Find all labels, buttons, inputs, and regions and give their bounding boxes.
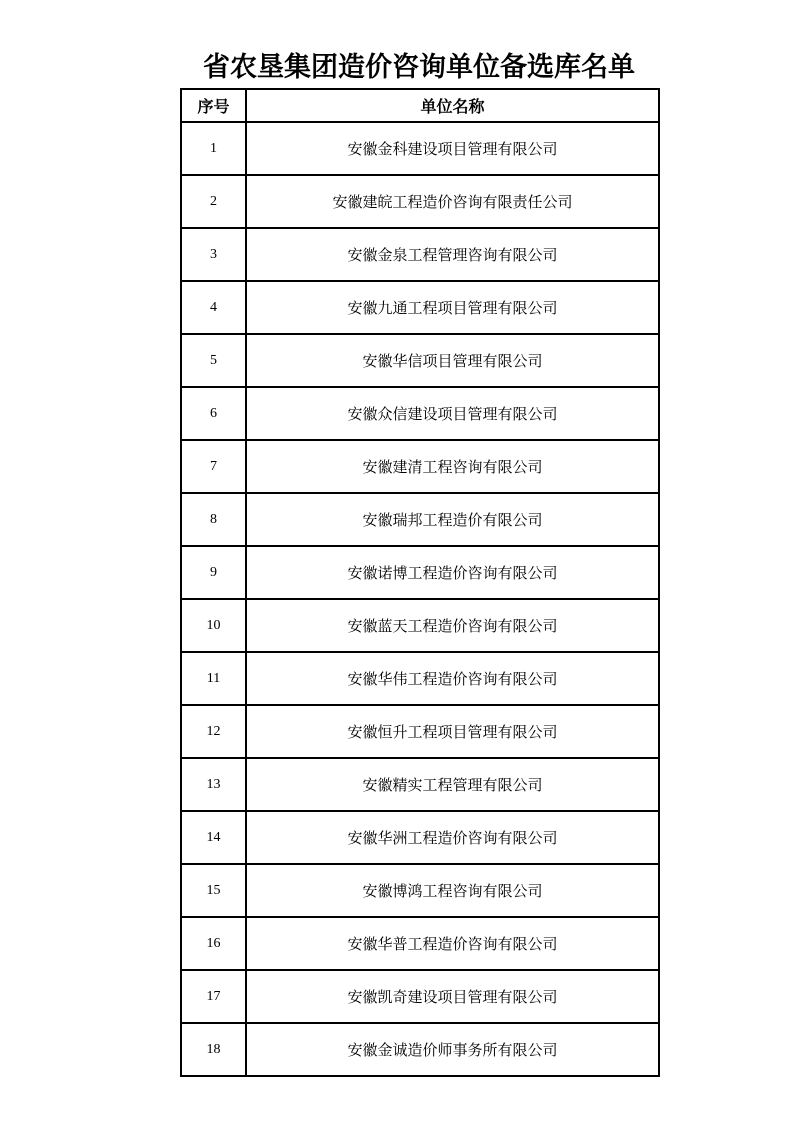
row-number-cell: 10 [181, 599, 246, 652]
table-header-row [181, 89, 659, 122]
table-row [181, 546, 659, 599]
unit-name-cell: 安徽金科建设项目管理有限公司 [246, 122, 659, 175]
table-row [181, 970, 659, 1023]
unit-name-cell: 安徽诺博工程造价咨询有限公司 [246, 546, 659, 599]
unit-name-cell: 安徽华伟工程造价咨询有限公司 [246, 652, 659, 705]
table-row [181, 228, 659, 281]
header-cell-no: 序号 [181, 89, 246, 122]
unit-name-cell: 安徽华洲工程造价咨询有限公司 [246, 811, 659, 864]
unit-name-cell: 安徽凯奇建设项目管理有限公司 [246, 970, 659, 1023]
row-number-cell: 1 [181, 122, 246, 175]
row-number-cell: 9 [181, 546, 246, 599]
table-row [181, 917, 659, 970]
unit-name-cell: 安徽建皖工程造价咨询有限责任公司 [246, 175, 659, 228]
table-row [181, 387, 659, 440]
units-table [180, 88, 660, 1077]
row-number-cell: 3 [181, 228, 246, 281]
row-number-cell: 4 [181, 281, 246, 334]
table-row [181, 652, 659, 705]
unit-name-cell: 安徽精实工程管理有限公司 [246, 758, 659, 811]
row-number-cell: 13 [181, 758, 246, 811]
table-row [181, 175, 659, 228]
table-row [181, 334, 659, 387]
unit-name-cell: 安徽瑞邦工程造价有限公司 [246, 493, 659, 546]
table-row [181, 281, 659, 334]
unit-name-cell: 安徽九通工程项目管理有限公司 [246, 281, 659, 334]
table-row [181, 122, 659, 175]
table-row [181, 1023, 659, 1076]
unit-name-cell: 安徽金诚造价师事务所有限公司 [246, 1023, 659, 1076]
table-row [181, 493, 659, 546]
row-number-cell: 14 [181, 811, 246, 864]
row-number-cell: 7 [181, 440, 246, 493]
table-row [181, 705, 659, 758]
row-number-cell: 5 [181, 334, 246, 387]
table-row [181, 864, 659, 917]
table-row [181, 599, 659, 652]
unit-name-cell: 安徽众信建设项目管理有限公司 [246, 387, 659, 440]
unit-name-cell: 安徽博鸿工程咨询有限公司 [246, 864, 659, 917]
header-cell-name: 单位名称 [246, 89, 659, 122]
row-number-cell: 11 [181, 652, 246, 705]
row-number-cell: 12 [181, 705, 246, 758]
row-number-cell: 8 [181, 493, 246, 546]
table-row [181, 758, 659, 811]
unit-name-cell: 安徽恒升工程项目管理有限公司 [246, 705, 659, 758]
row-number-cell: 16 [181, 917, 246, 970]
unit-name-cell: 安徽华信项目管理有限公司 [246, 334, 659, 387]
unit-name-cell: 安徽蓝天工程造价咨询有限公司 [246, 599, 659, 652]
table-body [181, 122, 659, 1076]
row-number-cell: 2 [181, 175, 246, 228]
unit-name-cell: 安徽华普工程造价咨询有限公司 [246, 917, 659, 970]
table-row [181, 811, 659, 864]
row-number-cell: 6 [181, 387, 246, 440]
row-number-cell: 17 [181, 970, 246, 1023]
unit-name-cell: 安徽金泉工程管理咨询有限公司 [246, 228, 659, 281]
table-row [181, 440, 659, 493]
row-number-cell: 15 [181, 864, 246, 917]
document-body [180, 50, 658, 1077]
unit-name-cell: 安徽建清工程咨询有限公司 [246, 440, 659, 493]
page-title: 省农垦集团造价咨询单位备选库名单 [203, 52, 635, 82]
row-number-cell: 18 [181, 1023, 246, 1076]
